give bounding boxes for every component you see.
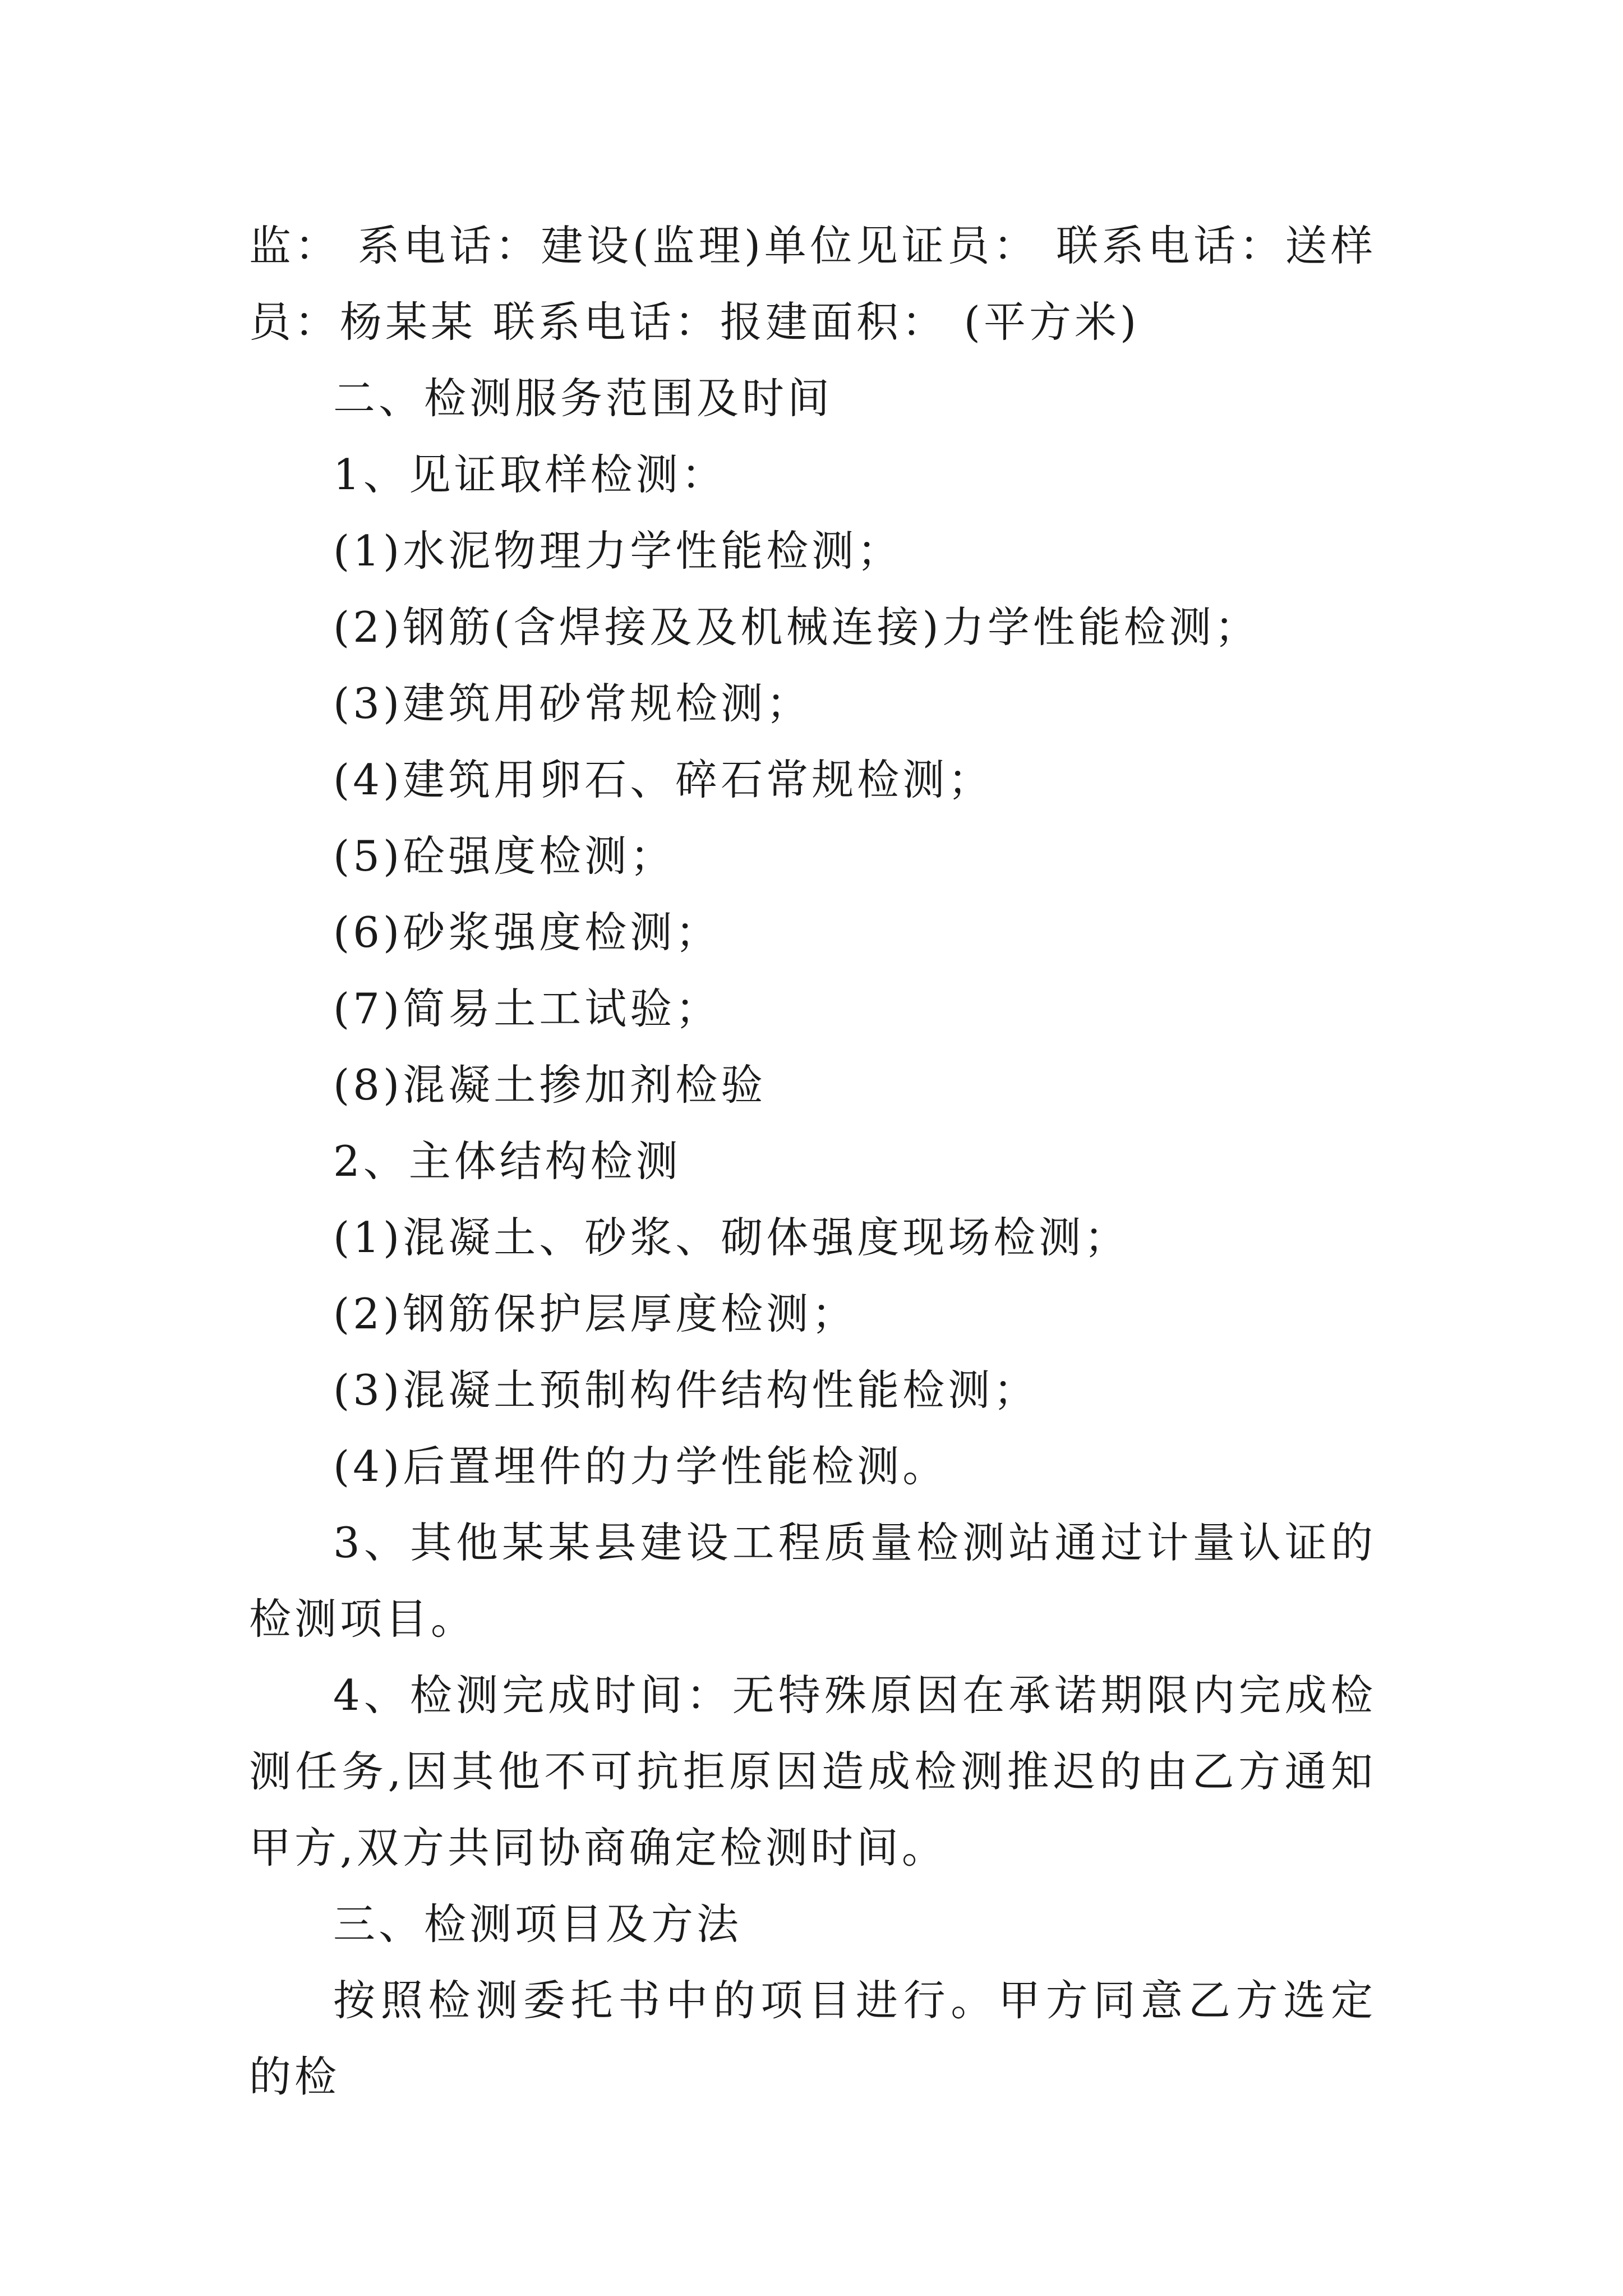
subsection-completion-time: 4、检测完成时间：无特殊原因在承诺期限内完成检测任务,因其他不可抗拒原因造成检测推迟的由乙方通知甲方,双方共同协商确定检测时间。: [249, 1671, 1376, 1872]
list-item: (1)水泥物理力学性能检测；: [333, 526, 903, 576]
section-heading-methods: 三、检测项目及方法: [333, 1899, 743, 1949]
list-item: (4)建筑用卵石、碎石常规检测；: [333, 755, 994, 804]
list-item: (2)钢筋保护层厚度检测；: [333, 1289, 857, 1338]
list-item: (2)钢筋(含焊接及及机械连接)力学性能检测；: [333, 602, 1260, 652]
list-item: (4)后置埋件的力学性能检测。: [333, 1442, 948, 1491]
subsection-structure-testing: 2、主体结构检测: [333, 1137, 681, 1186]
list-item: (7)简易土工试验；: [333, 984, 721, 1033]
list-item: (8)混凝土掺加剂检验: [333, 1060, 767, 1110]
methods-paragraph: 按照检测委托书中的项目进行。甲方同意乙方选定的检: [249, 1976, 1376, 2101]
document-body: [249, 208, 1376, 2115]
list-item: (5)砼强度检测；: [333, 831, 676, 881]
subsection-witness-sampling: 1、见证取样检测：: [333, 450, 727, 499]
list-item: (6)砂浆强度检测；: [333, 908, 721, 957]
list-item: (3)建筑用砂常规检测；: [333, 679, 812, 728]
subsection-other-items: 3、其他某某县建设工程质量检测站通过计量认证的检测项目。: [249, 1518, 1376, 1644]
list-item: (1)混凝土、砂浆、砌体强度现场检测；: [333, 1213, 1130, 1262]
section-heading-scope: 二、检测服务范围及时间: [333, 374, 833, 423]
list-item: (3)混凝土预制构件结构性能检测；: [333, 1365, 1039, 1415]
contact-info-paragraph: 监： 系电话：建设(监理)单位见证员： 联系电话：送样员：杨某某 联系电话：报建面积： (平方米): [249, 221, 1376, 347]
